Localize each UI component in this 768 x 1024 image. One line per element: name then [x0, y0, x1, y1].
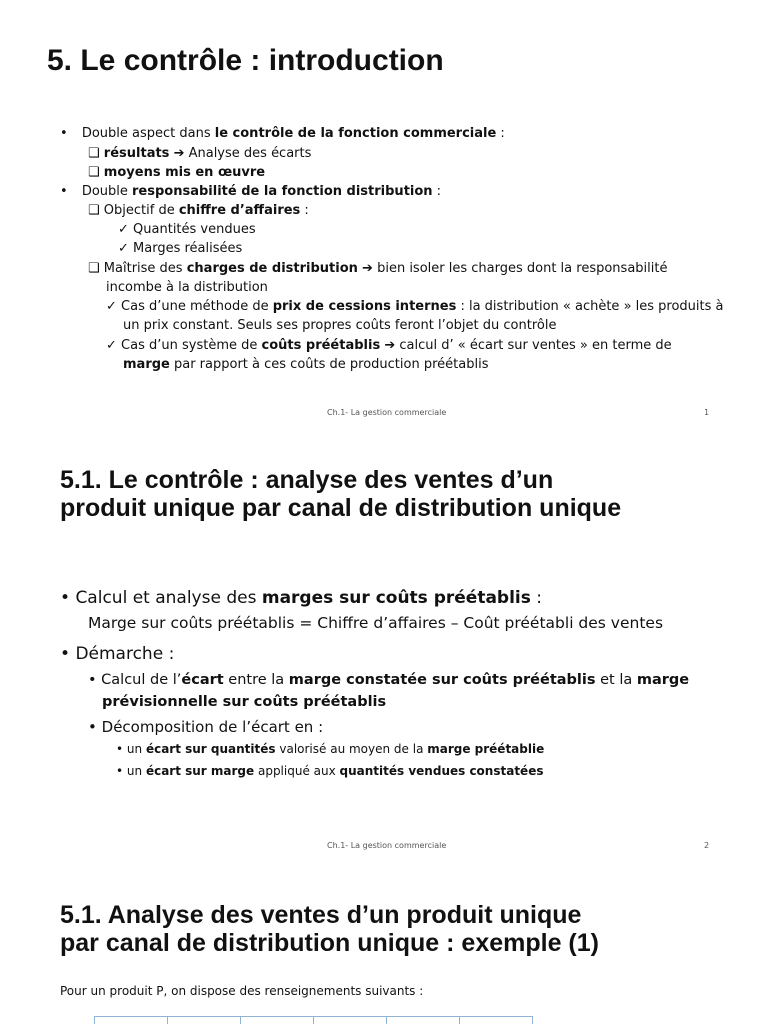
bullet-line: • Double aspect dans le contrôle de la fonction commerciale :	[60, 126, 505, 141]
check-line: ✓ Cas d’un système de coûts préétablis ➔ calcul d’ « écart sur ventes » en terme de	[106, 338, 672, 353]
table-cell	[460, 1017, 533, 1024]
check-line: ✓ Quantités vendues	[118, 222, 256, 237]
bullet-line: • Double responsabilité de la fonction distribution :	[60, 184, 442, 199]
check-icon: ✓	[106, 299, 117, 314]
check-icon: ✓	[118, 241, 129, 256]
check-line: ✓ Marges réalisées	[118, 241, 243, 256]
checkbox-icon: ❑	[88, 165, 100, 180]
slide-1	[0, 0, 768, 432]
data-table	[94, 1016, 533, 1024]
slide-3-title: 5.1. Analyse des ventes d’un produit unique par canal de distribution unique : exemple (1)	[60, 901, 599, 957]
arrow-right-icon: ➔	[173, 146, 185, 161]
continuation-line: marge par rapport à ces coûts de production préétablis	[123, 357, 489, 372]
bullet-line: • Démarche :	[60, 644, 175, 664]
table-row	[95, 1017, 533, 1024]
checkbox-line: ❑ moyens mis en œuvre	[88, 165, 266, 180]
bullet-icon: •	[88, 672, 97, 688]
bullet-icon: •	[60, 126, 68, 141]
table-cell	[168, 1017, 241, 1024]
arrow-right-icon: ➔	[384, 338, 396, 353]
check-line: ✓ Cas d’une méthode de prix de cessions internes : la distribution « achète » les produits à	[106, 299, 724, 314]
table-cell	[314, 1017, 387, 1024]
slide-1-page-number: 1	[704, 408, 710, 417]
checkbox-icon: ❑	[88, 146, 100, 161]
checkbox-line: ❑ Maîtrise des charges de distribution ➔ bien isoler les charges dont la responsabilité	[88, 261, 668, 276]
checkbox-line: ❑ Objectif de chiffre d’affaires :	[88, 203, 309, 218]
checkbox-icon: ❑	[88, 203, 100, 218]
bullet-icon: •	[116, 764, 124, 778]
slide-1-footer: Ch.1- La gestion commerciale	[327, 408, 447, 417]
check-icon: ✓	[106, 338, 117, 353]
arrow-right-icon: ➔	[362, 261, 373, 276]
slide-2-page-number: 2	[704, 841, 710, 850]
formula-line: Marge sur coûts préétablis = Chiffre d’affaires – Coût préétabli des ventes	[88, 614, 664, 632]
table-cell	[95, 1017, 168, 1024]
bullet-icon: •	[88, 718, 97, 736]
checkbox-line: ❑ résultats ➔ Analyse des écarts	[88, 146, 312, 161]
slide-2-title: 5.1. Le contrôle : analyse des ventes d’un produit unique par canal de distribution unique	[60, 466, 622, 522]
bullet-line: • Calcul et analyse des marges sur coûts préétablis :	[60, 588, 543, 608]
continuation-line: incombe à la distribution	[106, 280, 268, 295]
table-cell	[241, 1017, 314, 1024]
bullet-icon: •	[60, 644, 71, 664]
sub-sub-bullet-line: • un écart sur quantités valorisé au moyen de la marge préétablie	[116, 742, 545, 756]
sub-bullet-line: • Décomposition de l’écart en :	[88, 718, 324, 736]
slide-1-title: 5. Le contrôle : introduction	[47, 44, 444, 77]
bullet-icon: •	[60, 588, 71, 608]
continuation-line: un prix constant. Seuls ses propres coûts feront l’objet du contrôle	[123, 318, 557, 333]
sub-sub-bullet-line: • un écart sur marge appliqué aux quantités vendues constatées	[116, 764, 544, 778]
slide-3	[0, 864, 768, 1024]
continuation-line: prévisionnelle sur coûts préétablis	[102, 694, 387, 710]
checkbox-icon: ❑	[88, 261, 100, 276]
slide-2	[0, 432, 768, 864]
slide-3-intro: Pour un produit P, on dispose des renseignements suivants :	[60, 984, 424, 998]
check-icon: ✓	[118, 222, 129, 237]
slide-2-footer: Ch.1- La gestion commerciale	[327, 841, 447, 850]
table-cell	[387, 1017, 460, 1024]
bullet-icon: •	[116, 742, 124, 756]
bullet-icon: •	[60, 184, 68, 199]
sub-bullet-line: • Calcul de l’écart entre la marge constatée sur coûts préétablis et la marge	[88, 672, 690, 688]
